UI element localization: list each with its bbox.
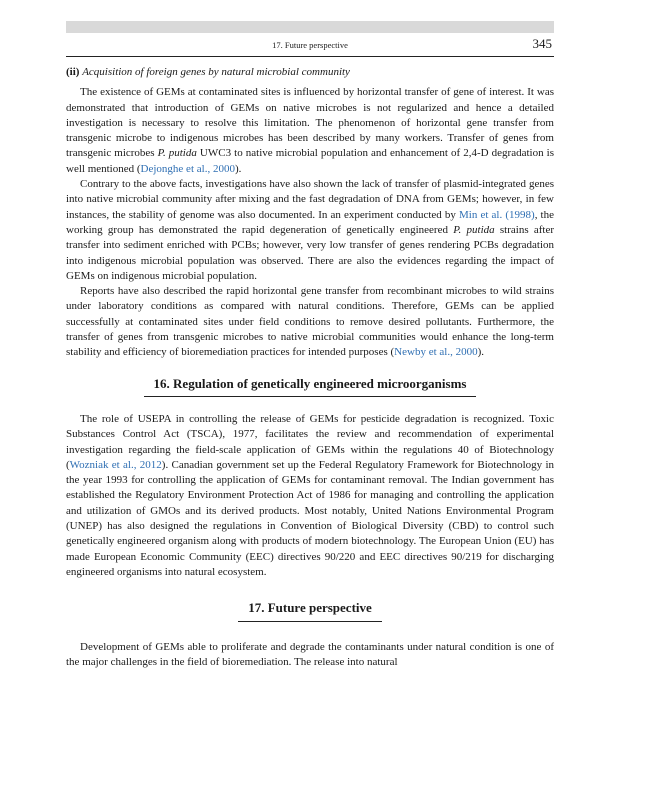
paragraph-5: Development of GEMs able to proliferate and degrade the contaminants under natural condition is one of the major challenges in the field of bioremediation. The release into natural [66, 640, 554, 668]
citation-link[interactable]: Min et al. (1998) [459, 208, 535, 221]
page-header [66, 34, 554, 57]
subsection-title: Acquisition of foreign genes by natural microbial community [82, 66, 350, 78]
paragraph-1: The existence of GEMs at contaminated sites is influenced by horizontal transfer of gene of interest. It was demonstrated that introduction of GEMs on native microbes is not regularized and hence a detailed investigation is necessary to resolve this limitation. The phenomenon of horizontal gene transfer from transgenic microbe to indigenous microbes has been described by many workers. Transfer of genes from transgenic microbes P. putida UWC3 to native microbial population and enhancement of 2,4-D degradation is well mentioned (Dejonghe et al., 2000). [66, 86, 554, 175]
paragraph-3: Reports have also described the rapid horizontal gene transfer from recombinant microbes to wild strains under laboratory conditions as compared with natural conditions. Therefore, GEMs can be applied successfully at contaminated sites under field conditions to remove desired pollutants. Furthermore, the transfer of genes from transgenic microbes to native microbial communities would enhance the long-term stability and efficiency of bioremediation practices for intended purposes (Newby et al., 2000). [66, 285, 554, 359]
section-title: 16. Regulation of genetically engineered microorganisms [144, 376, 477, 397]
citation-link[interactable]: Wozniak et al., 2012 [69, 458, 162, 471]
paragraph-2: Contrary to the above facts, investigations have also shown the lack of transfer of plasmid-integrated genes into native microbial community after mixing and the fast degradation of DNA from GEMs; however, in few instances, the stability of genome was also documented. In an experiment conducted by Min et al. (1998), the working group has demonstrated the rapid degeneration of genetically engineered P. putida strains after transfer into sediment enriched with PCBs; however, very low transfer of genes rendering PCBs degradation into indigenous microbial population was observed. There are also the evidences regarding the impact of GEMs on indigenous microbial population. [66, 178, 554, 282]
subsection-label: (ii) [66, 66, 80, 78]
section-title: 17. Future perspective [238, 600, 382, 621]
top-gray-bar [66, 21, 554, 33]
section-16-heading [66, 376, 554, 397]
running-title: 17. Future perspective [272, 40, 348, 50]
citation-link[interactable]: Newby et al., 2000 [394, 346, 478, 359]
page-number: 345 [532, 36, 552, 51]
paragraph-4: The role of USEPA in controlling the release of GEMs for pesticide degradation is recognized. Toxic Substances Control Act (TSCA), 1977, facilitates the review and recommendation of experimental investigation regarding the field-scale application of GEMs within the regulations 40 of Biotechnology (Wozniak et al., 2012). Canadian government set up the Federal Regulatory Framework for Biotechnology in the year 1993 for controlling the application of GEMs for contaminant removal. The Indian government has established the Regulatory Environment Protection Act of 1986 for managing and controlling the application and utilization of GMOs and its derived products. Most notably, United Nations Environmental Program (UNEP) has also designed the regulations in Convention of Biological Diversity (CBD) to control such genetically engineered organism along with products of modern biotechnology. The European Union (EU) has made European Economic Community (EEC) directives 90/220 and EEC directives 90/219 for discharging engineered organisms into natural ecosystem. [66, 412, 555, 578]
citation-link[interactable]: Dejonghe et al., 2000 [140, 162, 235, 175]
subsection-heading [66, 65, 554, 80]
section-17-heading [66, 600, 554, 621]
page-content [66, 65, 554, 670]
